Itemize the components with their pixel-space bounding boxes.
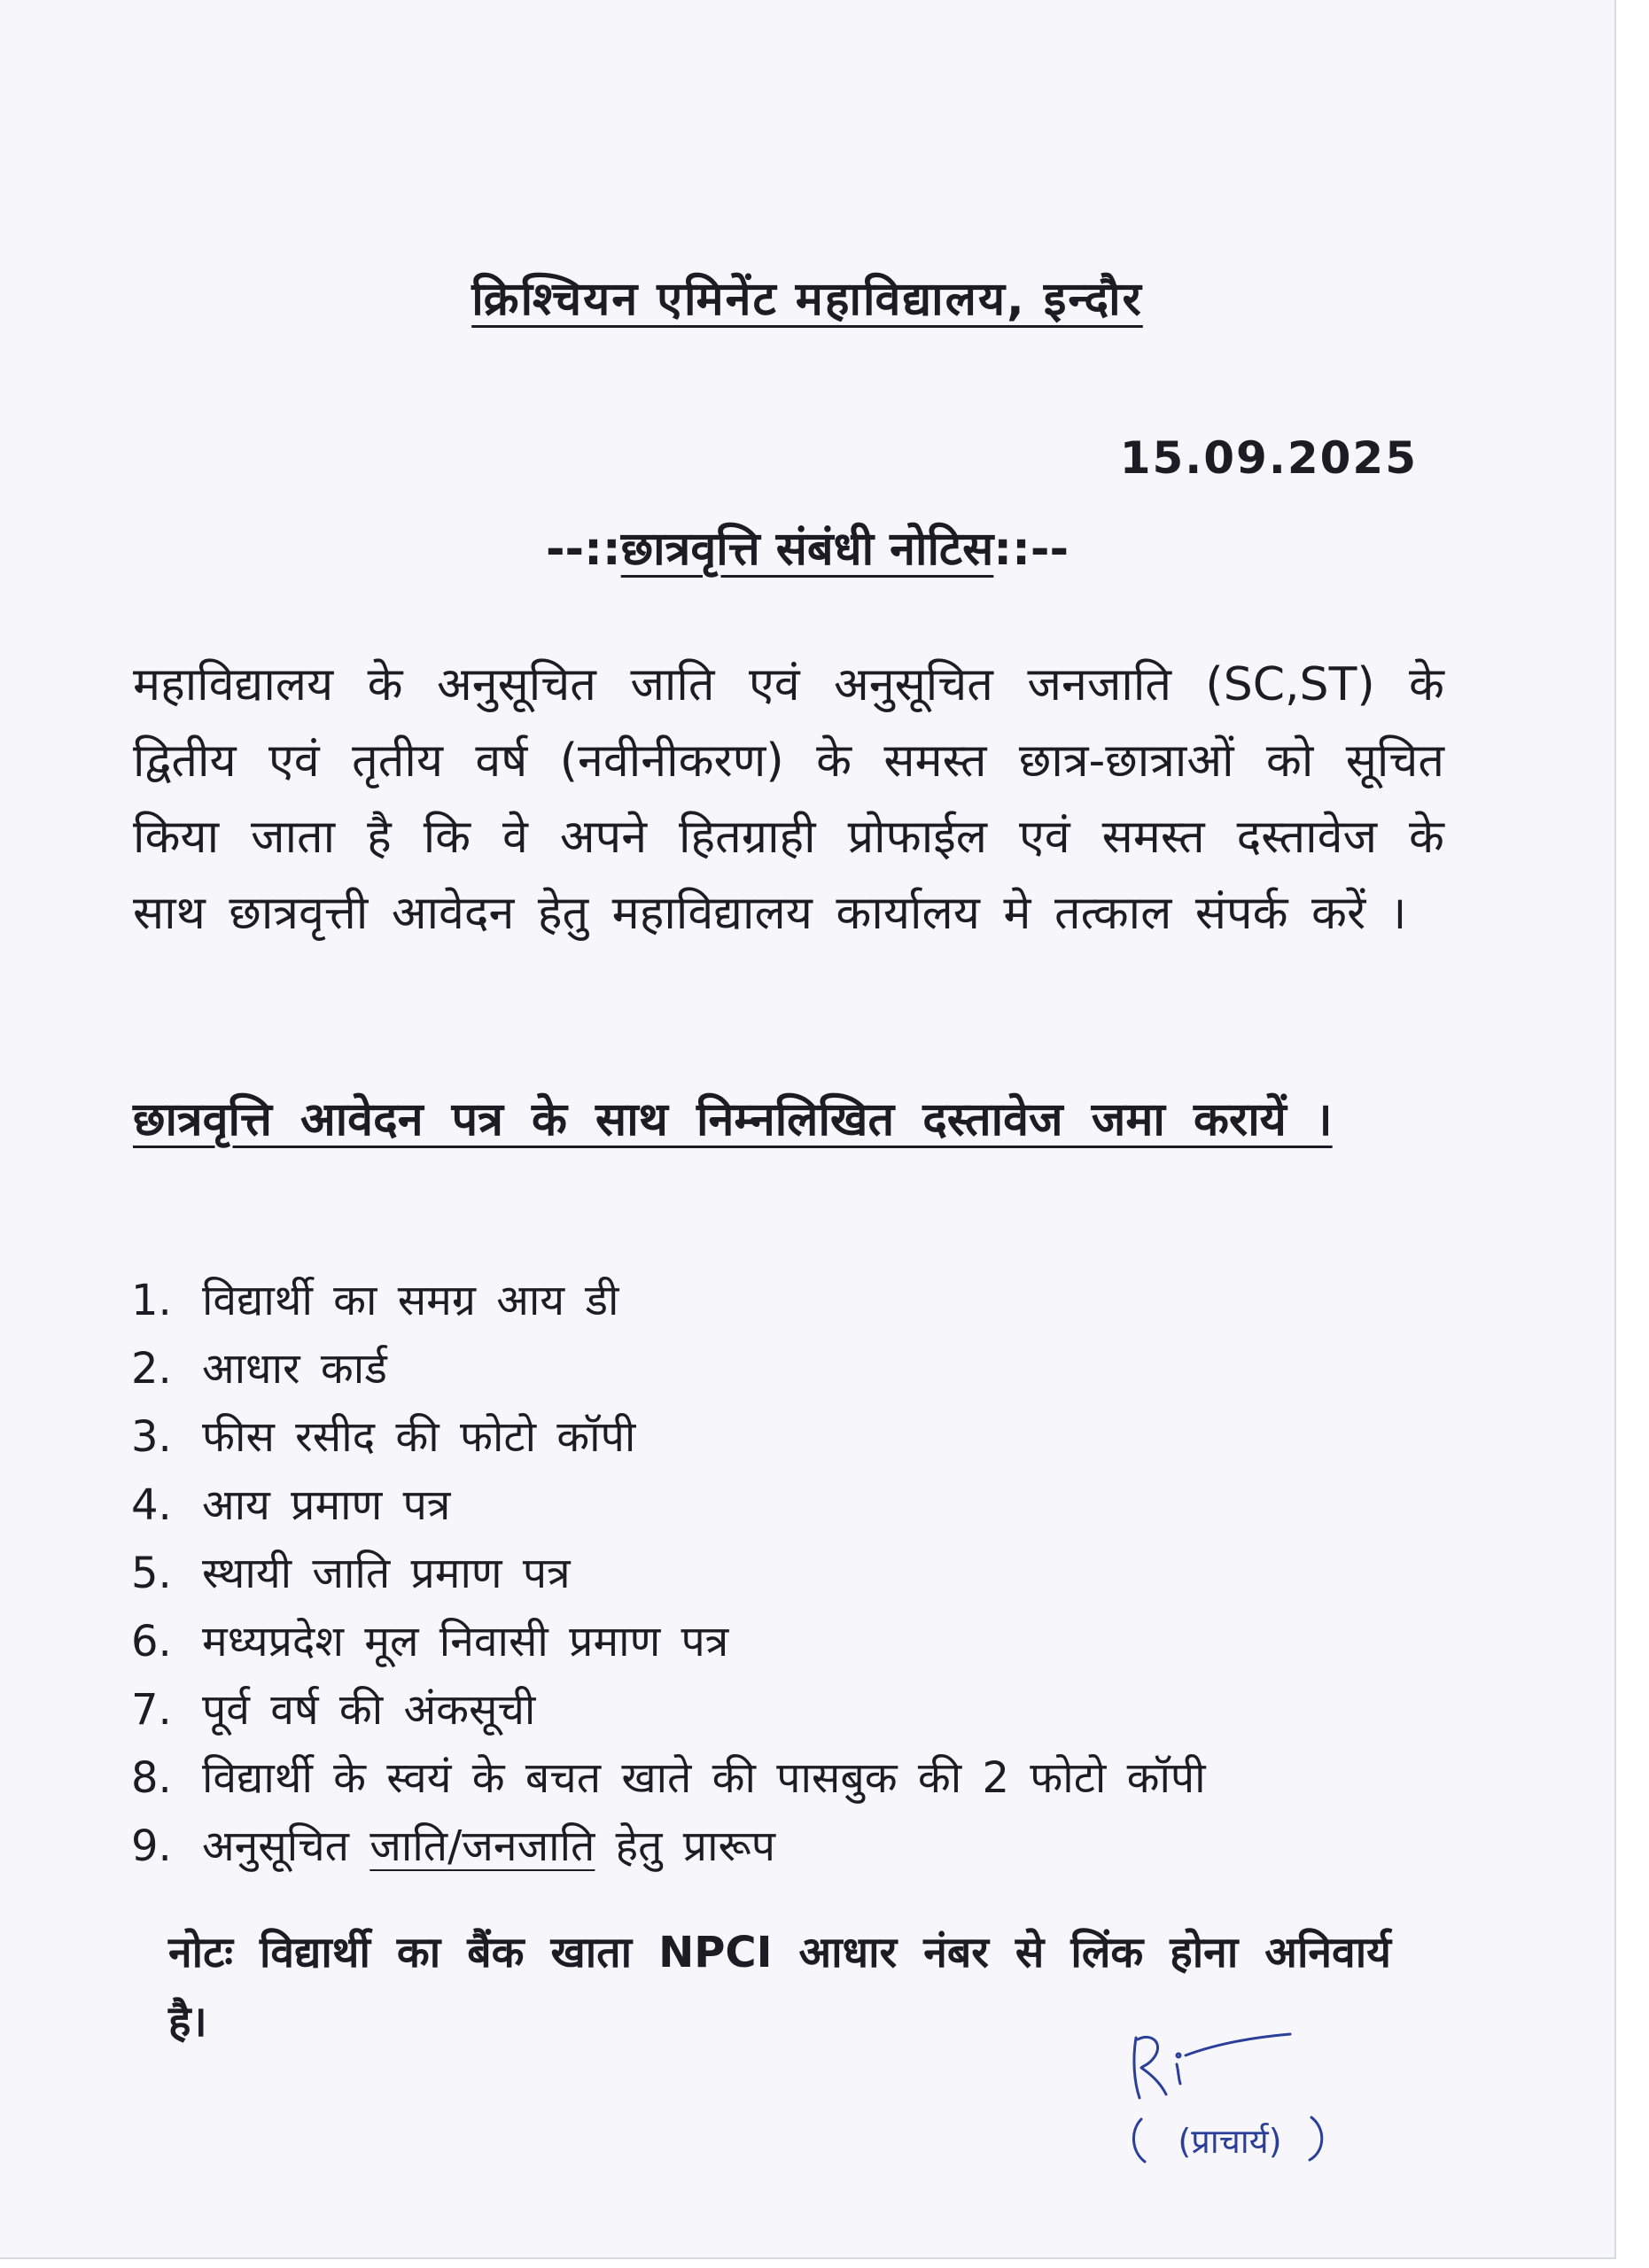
list-item: 7. पूर्व वर्ष की अंकसूची [131, 1685, 536, 1735]
documents-list [131, 1267, 1206, 1881]
bank-note: नोटः विद्यार्थी का बैंक खाता NPCI आधार नंबर से लिंक होना अनिवार्य है। [168, 1928, 1391, 2047]
documents-heading: छात्रवृत्ति आवेदन पत्र के साथ निम्नलिखित दस्तावेज जमा करायें । [133, 1093, 1333, 1146]
college-title: क्रिश्चियन एमिनेंट महाविद्यालय, इन्दौर [471, 273, 1143, 326]
list-item: 8. विद्यार्थी के स्वयं के बचत खाते की पासबुक की 2 फोटो कॉपी [131, 1753, 1206, 1803]
list-item: 2. आधार कार्ड [131, 1344, 387, 1394]
notice-date: 15.09.2025 [1119, 432, 1418, 484]
list-item: 6. मध्यप्रदेश मूल निवासी प्रमाण पत्र [131, 1617, 729, 1666]
list-item: 1. विद्यार्थी का समग्र आय डी [131, 1276, 619, 1325]
subject-text: छात्रवृत्ति संबंधी नोटिस [620, 523, 994, 576]
subject-prefix: --:: [545, 523, 621, 576]
list-item: 9. अनुसूचित जाति/जनजाति हेतु प्रारूप [131, 1821, 776, 1871]
notice-subject [0, 516, 1614, 579]
list-item: 3. फीस रसीद की फोटो कॉपी [131, 1412, 636, 1462]
principal-signature [1116, 2020, 1347, 2179]
subject-suffix: ::-- [993, 523, 1070, 576]
underlined-caste-term: जाति/जनजाति [369, 1821, 595, 1871]
notice-body: महाविद्यालय के अनुसूचित जाति एवं अनुसूचित जनजाति (SC,ST) के द्वितीय एवं तृतीय वर्ष (नवीनीकरण) के समस्त छात्र-छात्राओं को सूचित किया जाता है कि वे अपने हितग्राही प्रोफाईल एवं समस्त दस्तावेज के साथ छात्रवृत्ती आवेदन हेतु महाविद्यालय कार्यालय मे तत्काल संपर्क करें । [133, 658, 1444, 940]
list-item: 5. स्थायी जाति प्रमाण पत्र [131, 1549, 571, 1598]
list-item: 4. आय प्रमाण पत्र [131, 1480, 451, 1530]
signature-label: (प्राचार्य) [1178, 2122, 1282, 2161]
